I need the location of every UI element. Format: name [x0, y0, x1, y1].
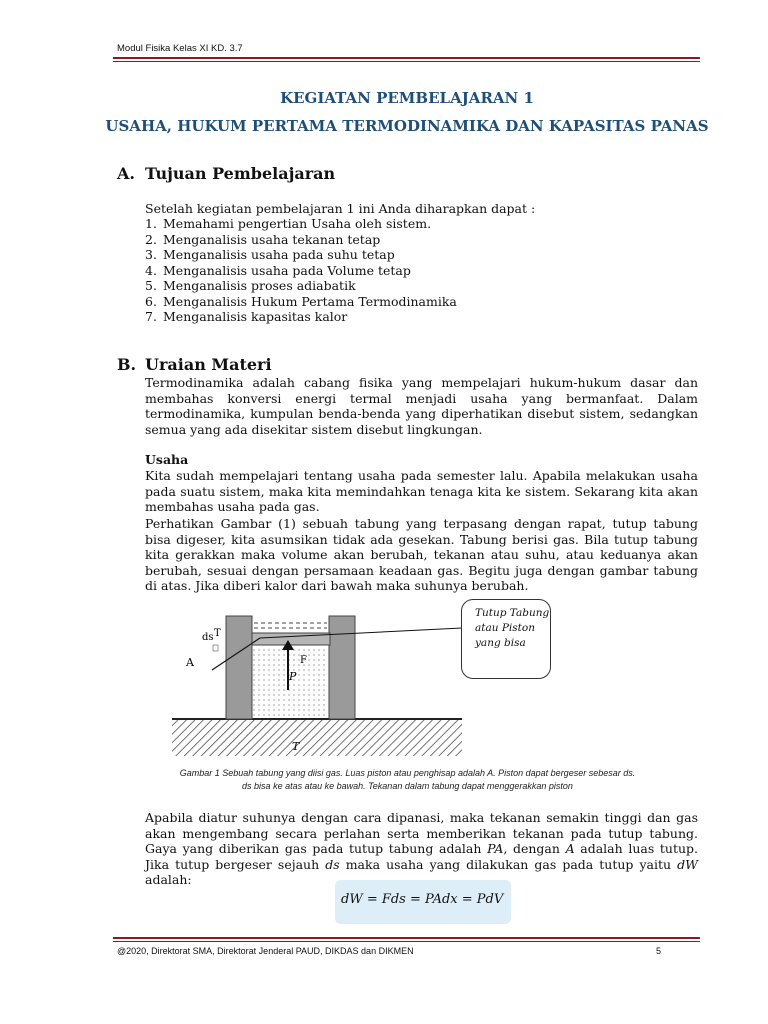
goals-intro: Setelah kegiatan pembelajaran 1 ini Anda diharapkan dapat : [145, 201, 536, 216]
list-item: 3. Menganalisis usaha pada suhu tetap [145, 247, 395, 262]
section-b-title: Uraian Materi [145, 355, 272, 374]
list-item: 1. Memahami pengertian Usaha oleh sistem. [145, 216, 432, 231]
f-label: F [300, 655, 307, 666]
paragraph-usaha-gas: Apabila diatur suhunya dengan cara dipanasi, maka tekanan semakin tinggi dan gas akan mengembang secara perlahan serta memberikan tekanan pada tutup tabung. Gaya yang diberikan gas pada tutup tabung adalah PA, dengan A adalah luas tutup. Jika tutup bergeser sejauh ds maka usaha yang dilakukan gas pada tutup yaitu dW adalah: [145, 810, 699, 887]
section-a-label: A. [117, 164, 135, 183]
footer-rule-thin [113, 941, 700, 942]
section-a-heading [117, 164, 335, 183]
box-glyph [213, 645, 218, 651]
t-label: T [214, 628, 221, 639]
header-rule-thin [113, 61, 700, 62]
formula-text: dW = Fds = PAdx = PdV [341, 892, 504, 907]
cylinder-wall-right [329, 616, 355, 719]
running-header: Modul Fisika Kelas XI KD. 3.7 [117, 43, 243, 54]
list-item: 6. Menganalisis Hukum Pertama Termodinamika [145, 293, 457, 309]
ds-label: ds [202, 632, 214, 643]
list-item: 2. Menganalisis usaha tekanan tetap [145, 231, 381, 247]
paragraph-termodinamika: Termodinamika adalah cabang fisika yang mempelajari hukum-hukum dasar dan membahas konversi energi termal menjadi usaha yang bermanfaat. Dalam termodinamika, kumpulan benda-benda yang diperhatikan disebut sistem, sedangkan semua yang ada disekitar sistem disebut lingkungan. [145, 375, 698, 437]
section-b-heading [117, 355, 272, 374]
p-label: P [289, 670, 297, 683]
list-item: 5. Menganalisis proses adiabatik [145, 278, 356, 293]
paragraph-gambar: Perhatikan Gambar (1) sebuah tabung yang terpasang dengan rapat, tutup tabung bisa digeser, kita asumsikan tidak ada gesekan. Tabung berisi gas. Bila tutup tabung kita gerakkan maka volume akan berubah, tekanan atau suhu, atau keduanya akan berubah, sesuai dengan persamaan keadaan gas. Begitu juga dengan gambar tabung di atas. Jika diberi kalor dari bawah maka suhunya berubah. [145, 516, 698, 593]
a-label: A [186, 656, 194, 669]
goals-list [145, 216, 457, 325]
cylinder-wall-left [226, 616, 252, 719]
page-title: KEGIATAN PEMBELAJARAN 1 [280, 89, 534, 107]
usaha-heading: Usaha [145, 452, 189, 467]
cylinder-figure [172, 598, 462, 766]
caption-line-1: Gambar 1 Sebuah tabung yang diisi gas. Luas piston atau penghisap adalah A. Piston dapat bergeser sebesar ds. [179, 768, 636, 778]
figure-caption [140, 767, 675, 793]
caption-line-2: ds bisa ke atas atau ke bawah. Tekanan dalam tabung dapat menggerakkan piston [242, 781, 573, 791]
base-label: T [292, 740, 300, 753]
page-number: 5 [656, 946, 662, 956]
callout-text: Tutup Tabung atau Piston yang bisa [475, 607, 550, 649]
paragraph-usaha: Kita sudah mempelajari tentang usaha pada semester lalu. Apabila melakukan usaha pada suatu sistem, maka kita memindahkan tenaga kita ke sistem. Sekarang kita akan membahas usaha pada gas. [145, 468, 698, 514]
formula-box [335, 880, 511, 924]
list-item: 7. Menganalisis kapasitas kalor [145, 309, 348, 324]
page-subtitle: USAHA, HUKUM PERTAMA TERMODINAMIKA DAN KAPASITAS PANAS [105, 117, 709, 135]
callout-box [461, 599, 551, 679]
section-b-label: B. [117, 355, 137, 374]
list-item: 4. Menganalisis usaha pada Volume tetap [145, 262, 411, 278]
footer-text: @2020, Direktorat SMA, Direktorat Jenderal PAUD, DIKDAS dan DIKMEN [117, 946, 414, 956]
header-rule [113, 57, 700, 59]
footer-rule [113, 937, 700, 939]
ground-hatch [172, 719, 462, 756]
section-a-title: Tujuan Pembelajaran [145, 164, 336, 183]
